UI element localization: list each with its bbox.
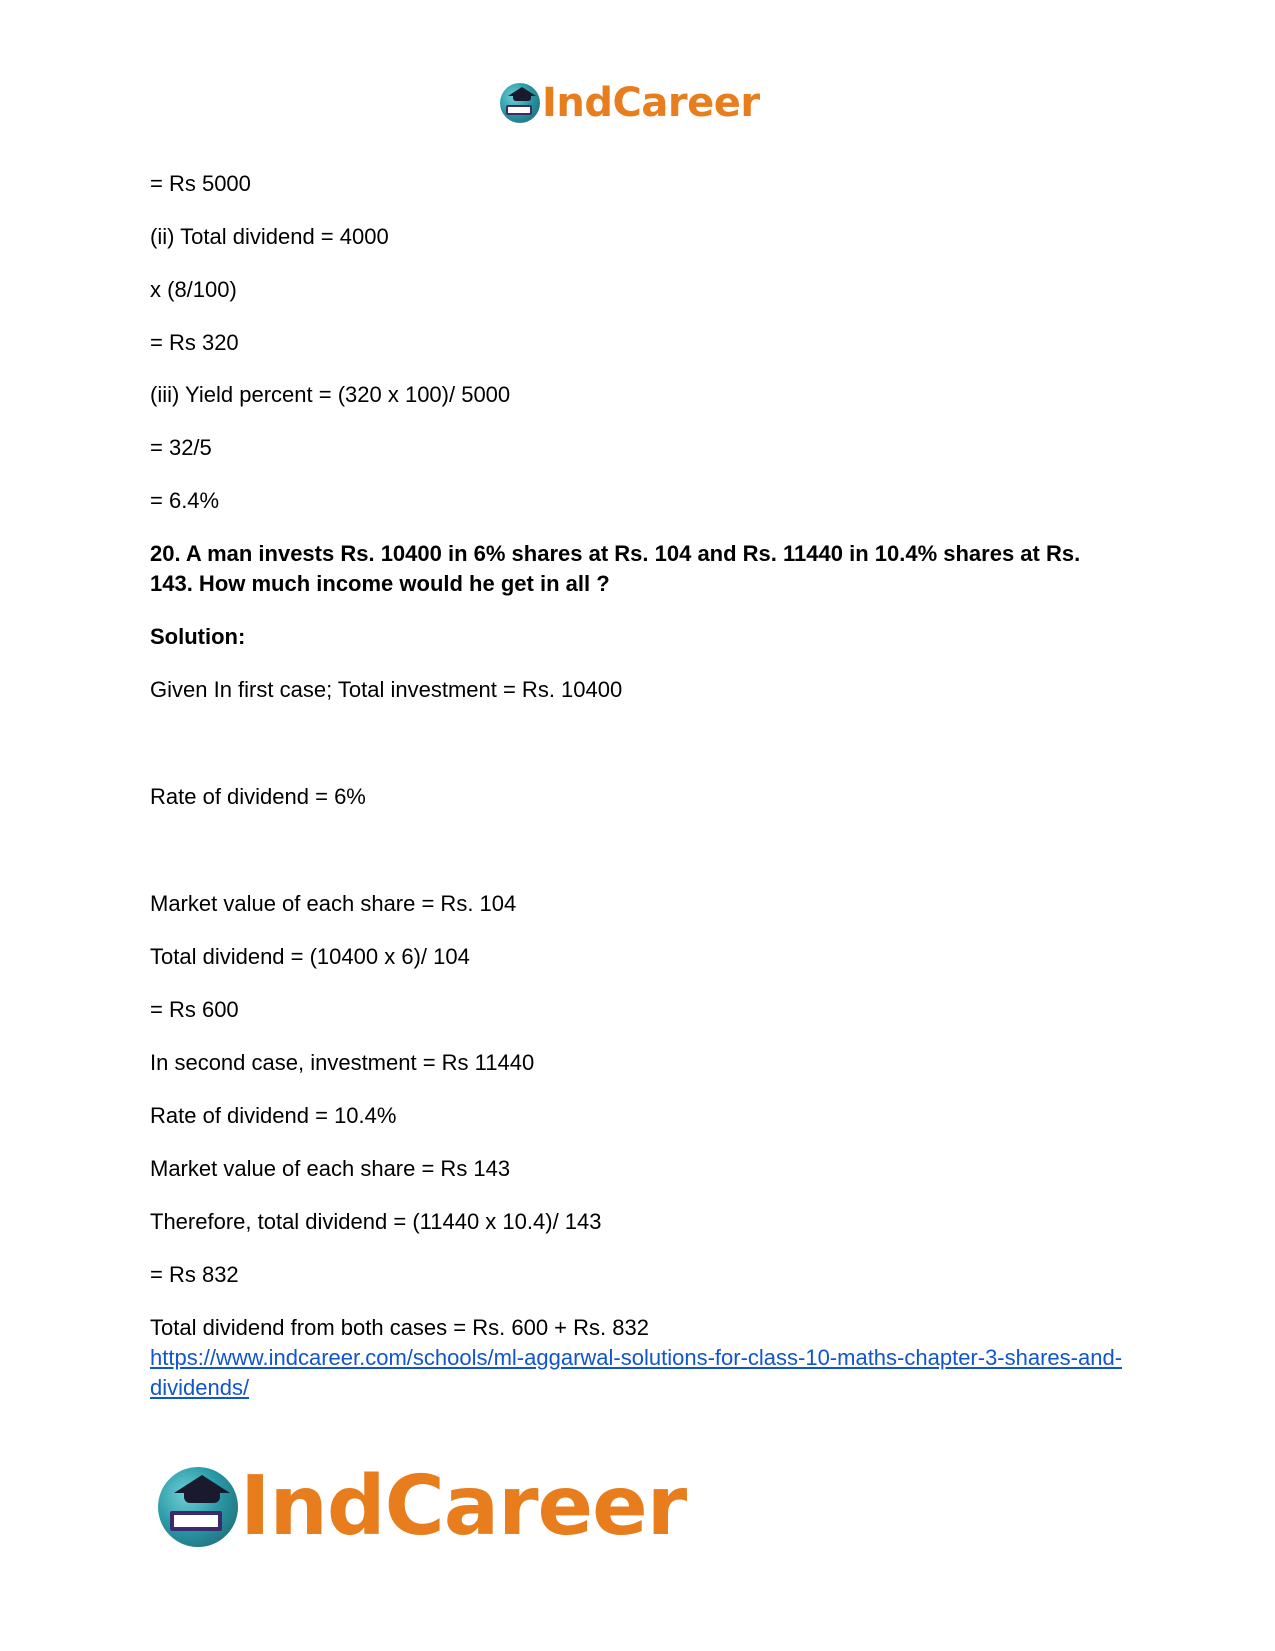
solution-line: Market value of each share = Rs. 104 [150,891,517,916]
solution-line: In second case, investment = Rs 11440 [150,1050,535,1075]
solution-label: Solution: [150,624,246,649]
header-logo [500,78,760,128]
solution-line: Rate of dividend = 10.4% [150,1103,397,1128]
solution-line: Given In first case; Total investment = Rs. 10400 [150,677,623,702]
solution-line: Total dividend from both cases = Rs. 600 + Rs. 832 [150,1315,649,1340]
solution-line: = Rs 600 [150,997,239,1022]
solution-line: Total dividend = (10400 x 6)/ 104 [150,944,470,969]
text-line: (ii) Total dividend = 4000 [150,224,389,249]
text-line: = 6.4% [150,488,220,513]
text-line: = Rs 5000 [150,171,251,196]
text-line: = 32/5 [150,435,212,460]
source-link[interactable]: https://www.indcareer.com/schools/ml-aggarwal-solutions-for-class-10-maths-chapter-3-shares-and-dividends/ [150,1345,1123,1400]
text-line: (iii) Yield percent = (320 x 100)/ 5000 [150,382,511,407]
text-line: x (8/100) [150,277,237,302]
question-title: 20. A man invests Rs. 10400 in 6% shares at Rs. 104 and Rs. 11440 in 10.4% shares at Rs. 143. How much income would he get in all ? [150,541,1081,596]
solution-line: Market value of each share = Rs 143 [150,1156,511,1181]
footer-logo [158,1459,687,1554]
footer-logo-text: IndCareer [240,1459,687,1554]
graduation-globe-icon [500,83,540,123]
solution-line: Therefore, total dividend = (11440 x 10.4)/ 143 [150,1209,602,1234]
solution-line: = Rs 832 [150,1262,239,1287]
graduation-globe-icon [158,1467,238,1547]
solution-line: Rate of dividend = 6% [150,784,366,809]
text-line: = Rs 320 [150,330,239,355]
header-logo-text: IndCareer [542,80,760,126]
